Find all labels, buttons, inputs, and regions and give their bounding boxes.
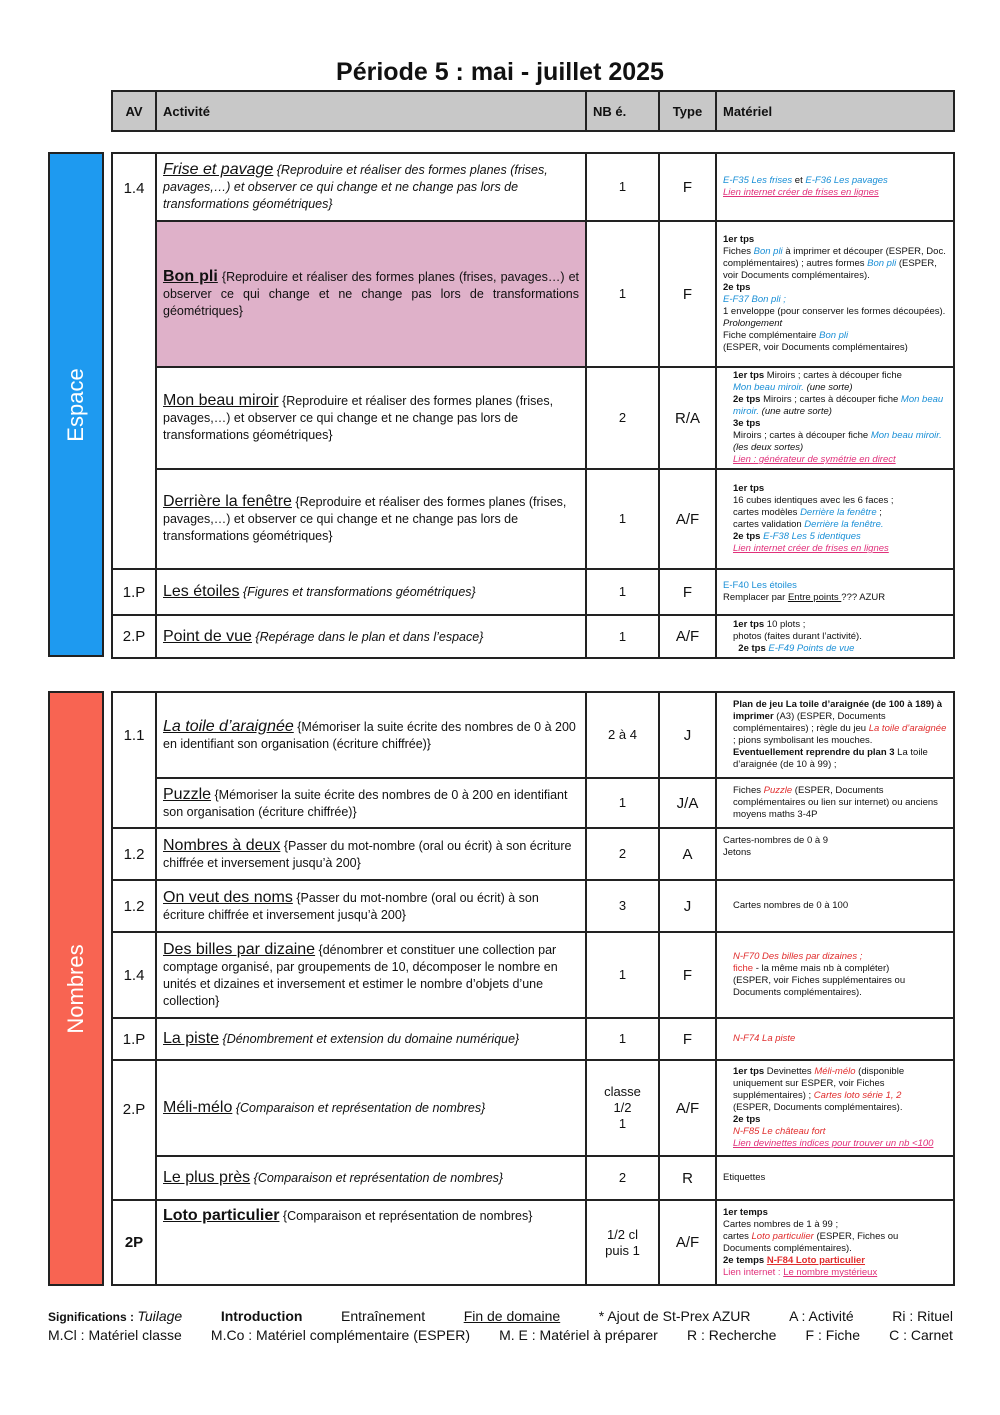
table-row	[112, 1060, 954, 1156]
legend-recherche: R : Recherche	[686, 1327, 777, 1343]
table-row	[112, 367, 954, 469]
nombres-table	[111, 691, 955, 1286]
type-cell: R/A	[659, 367, 716, 469]
table-row	[112, 1018, 954, 1060]
materiel-cell: 1er tps Fiches Bon pli à imprimer et découper (ESPER, Doc. complémentaires) ; autres formes Bon pli (ESPER, voir Documents complémentaires). 2e tps E-F37 Bon pli ; 1 enveloppe (pour conserver les formes découpées). Prolongement Fiche complémentaire Bon pli (ESPER, voir Documents complémentaires)	[716, 221, 954, 367]
nb-cell: 1	[586, 153, 659, 221]
av-cell: 2.P	[112, 1060, 156, 1200]
activity-cell: Le plus près {Comparaison et représentation de nombres}	[156, 1156, 586, 1200]
nb-cell: classe 1/2 1	[586, 1060, 659, 1156]
legend-activite: A : Activité	[789, 1308, 854, 1324]
table-row	[112, 932, 954, 1018]
legend-line-2	[48, 1327, 953, 1343]
header-activite: Activité	[156, 91, 586, 131]
header-type: Type	[659, 91, 716, 131]
table-row	[112, 1156, 954, 1200]
legend-carnet: C : Carnet	[889, 1327, 953, 1343]
header-materiel: Matériel	[716, 91, 954, 131]
activity-cell: Nombres à deux {Passer du mot-nombre (oral ou écrit) à son écriture chiffrée et inversement jusqu’à 200}	[156, 828, 586, 880]
av-cell: 1.4	[112, 932, 156, 1018]
activity-cell: Point de vue {Repérage dans le plan et dans l’espace}	[156, 615, 586, 658]
header-nb: NB é.	[586, 91, 659, 131]
header-av: AV	[112, 91, 156, 131]
av-cell: 2P	[112, 1200, 156, 1285]
nb-cell: 2	[586, 367, 659, 469]
activity-cell: La toile d’araignée {Mémoriser la suite écrite des nombres de 0 à 200 en identifiant son organisation (écriture chiffrée)}	[156, 692, 586, 778]
av-cell: 2.P	[112, 615, 156, 658]
table-row	[112, 615, 954, 658]
nb-cell: 1	[586, 469, 659, 569]
activity-cell: Des billes par dizaine {dénombrer et constituer une collection par comptage organisé, par groupements de 10, décomposer le nombre en unités et dizaines et inversement et estimer le nombre d’objets d’une collection}	[156, 932, 586, 1018]
materiel-cell: 1er tps Miroirs ; cartes à découper fiche Mon beau miroir. (une sorte) 2e tps Miroirs ; cartes à découper fiche Mon beau miroir. (une autre sorte) 3e tps Miroirs ; cartes à découper fiche Mon beau miroir. (les deux sortes) Lien : générateur de symétrie en direct	[716, 367, 954, 469]
activity-cell: Méli-mélo {Comparaison et représentation de nombres}	[156, 1060, 586, 1156]
materiel-cell: N-F70 Des billes par dizaines ; fiche - la même mais nb à compléter) (ESPER, voir Fiches supplémentaires ou Documents complémentaires).	[716, 932, 954, 1018]
activity-cell: Les étoiles {Figures et transformations géométriques}	[156, 569, 586, 615]
legend-fiche: F : Fiche	[805, 1327, 861, 1343]
activity-cell: La piste {Dénombrement et extension du domaine numérique}	[156, 1018, 586, 1060]
table-row	[112, 692, 954, 778]
av-cell: 1.P	[112, 1018, 156, 1060]
table-row	[112, 569, 954, 615]
legend-mcl: M.Cl : Matériel classe	[48, 1327, 182, 1343]
materiel-cell: Cartes-nombres de 0 à 9 Jetons	[716, 828, 954, 880]
nb-cell: 1	[586, 778, 659, 828]
legend-fin-domaine: Fin de domaine	[463, 1308, 561, 1324]
materiel-cell: 1er tps 16 cubes identiques avec les 6 faces ; cartes modèles Derrière la fenêtre ; cartes validation Derrière la fenêtre. 2e tps E-F38 Les 5 identiques Lien internet créer de frises en lignes	[716, 469, 954, 569]
av-cell: 1.P	[112, 569, 156, 615]
av-cell: 1.2	[112, 828, 156, 880]
header-table	[111, 90, 955, 132]
type-cell: A/F	[659, 1060, 716, 1156]
materiel-cell: E-F40 Les étoiles Remplacer par Entre points ??? AZUR	[716, 569, 954, 615]
legend-significations: Significations :	[48, 1310, 138, 1324]
type-cell: J	[659, 692, 716, 778]
legend-me: M. E : Matériel à préparer	[499, 1327, 658, 1343]
nb-cell: 3	[586, 880, 659, 932]
materiel-cell: 1er tps 10 plots ; photos (faites durant l’activité). 2e tps E-F49 Points de vue	[716, 615, 954, 658]
type-cell: J	[659, 880, 716, 932]
nb-cell: 1/2 cl puis 1	[586, 1200, 659, 1285]
activity-cell: Bon pli {Reproduire et réaliser des formes planes (frises, pavages…) et observer ce qui change et ne change pas lors de transformations géométriques}	[156, 221, 586, 367]
activity-cell: Puzzle {Mémoriser la suite écrite des nombres de 0 à 200 en identifiant son organisation (écriture chiffrée)}	[156, 778, 586, 828]
legend-rituel: Ri : Rituel	[892, 1308, 953, 1324]
nb-cell: 1	[586, 221, 659, 367]
type-cell: A	[659, 828, 716, 880]
av-cell: 1.4	[112, 153, 156, 569]
nb-cell: 1	[586, 569, 659, 615]
nb-cell: 2	[586, 828, 659, 880]
type-cell: A/F	[659, 615, 716, 658]
materiel-cell: E-F35 Les frises et E-F36 Les pavages Lien internet créer de frises en lignes	[716, 153, 954, 221]
materiel-cell: Fiches Puzzle (ESPER, Documents complémentaires ou lien sur internet) ou anciens moyens maths 3-4P	[716, 778, 954, 828]
type-cell: F	[659, 1018, 716, 1060]
table-row	[112, 880, 954, 932]
type-cell: F	[659, 221, 716, 367]
materiel-cell: Plan de jeu La toile d’araignée (de 100 à 189) à imprimer (A3) (ESPER, Documents complémentaires) ; règle du jeu La toile d’araignée ; pions symbolisant les mouches. Eventuellement reprendre du plan 3 La toile d’araignée (de 10 à 99) ;	[716, 692, 954, 778]
materiel-cell: 1er temps Cartes nombres de 1 à 99 ; cartes Loto particulier (ESPER, Fiches ou Documents complémentaires). 2e temps N-F84 Loto particulier Lien internet : Le nombre mystérieux	[716, 1200, 954, 1285]
table-row	[112, 1200, 954, 1285]
type-cell: F	[659, 932, 716, 1018]
band-nombres: Nombres	[48, 691, 104, 1286]
activity-cell: Mon beau miroir {Reproduire et réaliser des formes planes (frises, pavages,…) et observer ce qui change et ne change pas lors de transformations géométriques}	[156, 367, 586, 469]
band-espace: Espace	[48, 152, 104, 657]
type-cell: A/F	[659, 1200, 716, 1285]
activity-cell: On veut des noms {Passer du mot-nombre (oral ou écrit) à son écriture chiffrée et inversement jusqu’à 200}	[156, 880, 586, 932]
table-row	[112, 153, 954, 221]
materiel-cell: Cartes nombres de 0 à 100	[716, 880, 954, 932]
activity-cell: Loto particulier {Comparaison et représentation de nombres}	[156, 1200, 586, 1285]
nb-cell: 1	[586, 615, 659, 658]
table-row	[112, 221, 954, 367]
activity-cell: Derrière la fenêtre {Reproduire et réaliser des formes planes (frises, pavages,…) et observer ce qui change et ne change pas lors de transformations géométriques}	[156, 469, 586, 569]
materiel-cell: N-F74 La piste	[716, 1018, 954, 1060]
nb-cell: 1	[586, 932, 659, 1018]
type-cell: R	[659, 1156, 716, 1200]
table-row	[112, 828, 954, 880]
espace-table	[111, 152, 955, 659]
table-row	[112, 469, 954, 569]
legend-introduction: Introduction	[220, 1308, 303, 1324]
nb-cell: 2 à 4	[586, 692, 659, 778]
nb-cell: 1	[586, 1018, 659, 1060]
type-cell: F	[659, 153, 716, 221]
av-cell: 1.2	[112, 880, 156, 932]
page-title: Période 5 : mai - juillet 2025	[336, 58, 664, 86]
legend-ajout: * Ajout de St-Prex AZUR	[598, 1308, 751, 1324]
materiel-cell: Etiquettes	[716, 1156, 954, 1200]
materiel-cell: 1er tps Devinettes Méli-mélo (disponible uniquement sur ESPER, voir Fiches supplémentaires) ; Cartes loto série 1, 2 (ESPER, Documents complémentaires). 2e tps N-F85 Le château fort Lien devinettes indices pour trouver un nb <100	[716, 1060, 954, 1156]
table-row	[112, 778, 954, 828]
legend-tuilage: Tuilage	[137, 1308, 183, 1324]
type-cell: F	[659, 569, 716, 615]
legend-entrainement: Entraînement	[341, 1308, 426, 1324]
type-cell: J/A	[659, 778, 716, 828]
legend-line-1	[48, 1308, 953, 1324]
av-cell: 1.1	[112, 692, 156, 828]
activity-cell: Frise et pavage {Reproduire et réaliser des formes planes (frises, pavages,…) et observer ce qui change et ne change pas lors de transformations géométriques}	[156, 153, 586, 221]
type-cell: A/F	[659, 469, 716, 569]
nb-cell: 2	[586, 1156, 659, 1200]
legend-mco: M.Co : Matériel complémentaire (ESPER)	[210, 1327, 470, 1343]
